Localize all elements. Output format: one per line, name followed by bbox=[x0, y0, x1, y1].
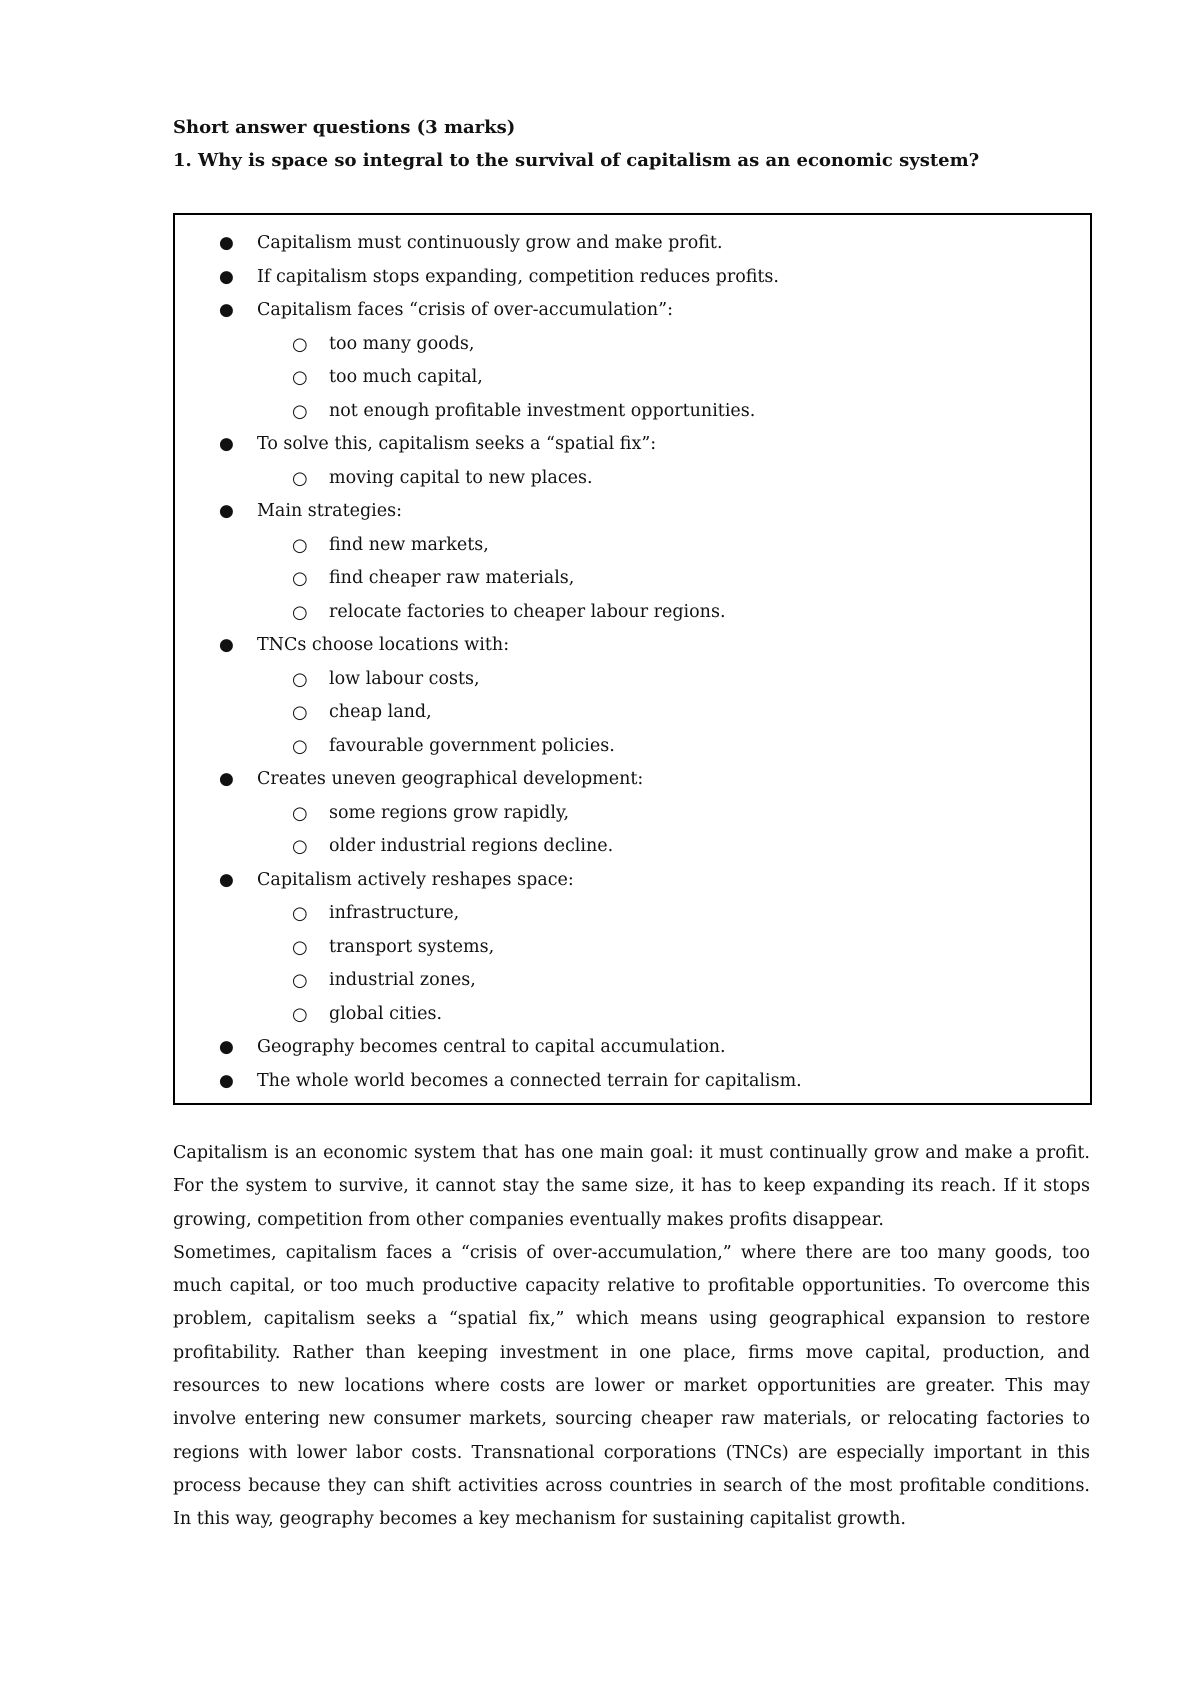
hollow-bullet-icon: ○ bbox=[292, 668, 308, 690]
bullet-text: To solve this, capitalism seeks a “spatial fix”: bbox=[257, 434, 657, 454]
bullet-text: Capitalism actively reshapes space: bbox=[257, 869, 574, 890]
bullet-text: Capitalism faces “crisis of over-accumulation”: bbox=[257, 300, 673, 320]
bullet-text: transport systems, bbox=[329, 936, 495, 957]
hollow-bullet-icon: ○ bbox=[292, 1003, 308, 1025]
hollow-bullet-icon: ○ bbox=[292, 467, 308, 489]
hollow-bullet-icon: ○ bbox=[292, 534, 308, 556]
sub-bullet-item bbox=[175, 663, 1090, 697]
bullet-text: Main strategies: bbox=[257, 501, 403, 521]
sub-bullet-item bbox=[175, 964, 1090, 998]
bullet-item bbox=[175, 294, 1090, 328]
filled-bullet-icon: ● bbox=[219, 1070, 234, 1091]
question-heading: 1. Why is space so integral to the survival of capitalism as an economic system? bbox=[173, 150, 980, 171]
bullet-text: not enough profitable investment opportunities. bbox=[329, 400, 756, 421]
bullet-item bbox=[175, 428, 1090, 462]
bullet-item bbox=[175, 1031, 1090, 1065]
sub-bullet-item bbox=[175, 696, 1090, 730]
sub-bullet-item bbox=[175, 462, 1090, 496]
sub-bullet-item bbox=[175, 596, 1090, 630]
outline-list bbox=[175, 227, 1090, 1098]
bullet-text: too much capital, bbox=[329, 367, 483, 387]
bullet-text: cheap land, bbox=[329, 702, 432, 722]
hollow-bullet-icon: ○ bbox=[292, 735, 308, 757]
paragraph: Sometimes, capitalism faces a “crisis of over-accumulation,” where there are too many goods, too much capital, or too much productive capacity relative to profitable opportunities. To overcome this problem, capitalism seeks a “spatial fix,” which means using geographical expansion to restore profitability. Rather than keeping investment in one place, firms move capital, production, and resources to new locations where costs are lower or market opportunities are greater. This may involve entering new consumer markets, sourcing cheaper raw materials, or relocating factories to regions with lower labor costs. Transnational corporations (TNCs) are especially important in this process because they can shift activities across countries in search of the most profitable conditions. In this way, geography becomes a key mechanism for sustaining capitalist growth. bbox=[173, 1242, 1090, 1530]
hollow-bullet-icon: ○ bbox=[292, 367, 308, 388]
bullet-text: moving capital to new places. bbox=[329, 467, 593, 488]
bullet-text: Geography becomes central to capital accumulation. bbox=[257, 1037, 726, 1057]
sub-bullet-item bbox=[175, 730, 1090, 764]
answer-body bbox=[173, 1137, 1090, 1537]
bullet-text: favourable government policies. bbox=[329, 735, 615, 756]
bullet-item bbox=[175, 495, 1090, 529]
bullet-text: Creates uneven geographical development: bbox=[257, 769, 644, 789]
filled-bullet-icon: ● bbox=[219, 300, 234, 320]
bullet-item bbox=[175, 763, 1090, 797]
hollow-bullet-icon: ○ bbox=[292, 568, 308, 589]
filled-bullet-icon: ● bbox=[219, 233, 234, 253]
sub-bullet-item bbox=[175, 562, 1090, 596]
sub-bullet-item bbox=[175, 931, 1090, 965]
bullet-text: older industrial regions decline. bbox=[329, 836, 614, 856]
hollow-bullet-icon: ○ bbox=[292, 333, 308, 355]
filled-bullet-icon: ● bbox=[219, 635, 234, 655]
hollow-bullet-icon: ○ bbox=[292, 836, 308, 857]
filled-bullet-icon: ● bbox=[219, 869, 234, 890]
bullet-text: too many goods, bbox=[329, 333, 475, 354]
bullet-text: If capitalism stops expanding, competition reduces profits. bbox=[257, 266, 779, 287]
hollow-bullet-icon: ○ bbox=[292, 802, 308, 824]
sub-bullet-item bbox=[175, 328, 1090, 362]
bullet-item bbox=[175, 629, 1090, 663]
sub-bullet-item bbox=[175, 395, 1090, 429]
sub-bullet-item bbox=[175, 998, 1090, 1032]
bullet-text: The whole world becomes a connected terrain for capitalism. bbox=[257, 1070, 802, 1091]
filled-bullet-icon: ● bbox=[219, 1037, 234, 1057]
paragraph: Capitalism is an economic system that has one main goal: it must continually grow and make a profit. For the system to survive, it cannot stay the same size, it has to keep expanding its reach. If it stops growing, competition from other companies eventually makes profits disappear. bbox=[173, 1143, 1090, 1230]
bullet-text: global cities. bbox=[329, 1003, 443, 1024]
bullet-item bbox=[175, 1065, 1090, 1099]
hollow-bullet-icon: ○ bbox=[292, 970, 308, 991]
bullet-text: find cheaper raw materials, bbox=[329, 568, 575, 588]
hollow-bullet-icon: ○ bbox=[292, 400, 308, 422]
bullet-item bbox=[175, 864, 1090, 898]
bullet-text: infrastructure, bbox=[329, 903, 460, 923]
filled-bullet-icon: ● bbox=[219, 266, 234, 287]
sub-bullet-item bbox=[175, 529, 1090, 563]
bullet-text: some regions grow rapidly, bbox=[329, 802, 570, 823]
filled-bullet-icon: ● bbox=[219, 501, 234, 521]
answer-outline-box bbox=[173, 213, 1092, 1105]
filled-bullet-icon: ● bbox=[219, 434, 234, 454]
bullet-text: low labour costs, bbox=[329, 668, 480, 689]
sub-bullet-item bbox=[175, 830, 1090, 864]
bullet-text: TNCs choose locations with: bbox=[257, 635, 510, 655]
hollow-bullet-icon: ○ bbox=[292, 903, 308, 924]
section-heading: Short answer questions (3 marks) bbox=[173, 117, 516, 138]
bullet-text: Capitalism must continuously grow and make profit. bbox=[257, 233, 723, 253]
bullet-item bbox=[175, 227, 1090, 261]
sub-bullet-item bbox=[175, 797, 1090, 831]
bullet-text: industrial zones, bbox=[329, 970, 476, 990]
sub-bullet-item bbox=[175, 897, 1090, 931]
hollow-bullet-icon: ○ bbox=[292, 702, 308, 723]
hollow-bullet-icon: ○ bbox=[292, 936, 308, 958]
bullet-text: relocate factories to cheaper labour regions. bbox=[329, 601, 726, 622]
filled-bullet-icon: ● bbox=[219, 769, 234, 789]
bullet-text: find new markets, bbox=[329, 534, 489, 555]
bullet-item bbox=[175, 261, 1090, 295]
sub-bullet-item bbox=[175, 361, 1090, 395]
hollow-bullet-icon: ○ bbox=[292, 601, 308, 623]
